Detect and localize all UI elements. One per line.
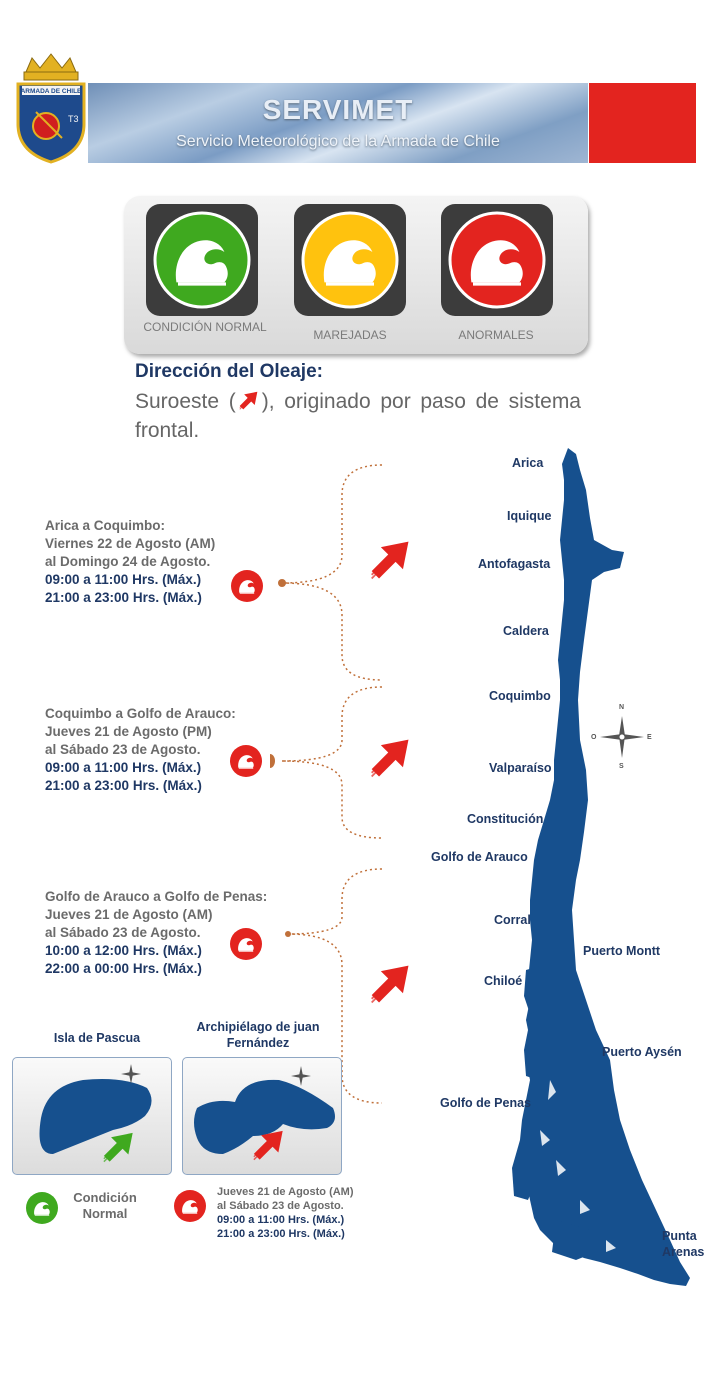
direction-title: Dirección del Oleaje: [135,361,323,382]
region-arauco-penas [45,888,305,978]
region-arrow-1-icon [368,538,414,584]
header-red-block [589,83,696,163]
region-3-hours1: 10:00 a 12:00 Hrs. (Máx.) [45,943,202,958]
chile-map [380,440,720,1320]
city-puerto-montt: Puerto Montt [583,944,661,958]
legend-normal-label: CONDICIÓN NORMAL [143,320,267,334]
jf-line1: Jueves 21 de Agosto (AM) [217,1186,354,1198]
region-3-anormal-icon [229,927,263,961]
city-punta-arenas-1: Punta [662,1229,697,1243]
region-arrow-3-icon [368,962,414,1008]
region-1-anormal-icon [230,569,264,603]
region-3-line2: Jueves 21 de Agosto (AM) [45,907,213,922]
legend-marejadas-tile [294,204,406,316]
city-golfo-de-penas: Golfo de Penas [440,1096,531,1110]
crest-text: ARMADA DE CHILE [20,88,82,95]
direction-arrow-icon [236,390,262,412]
navy-crest-logo [12,52,90,164]
region-3-name: Golfo de Arauco a Golfo de Penas: [45,889,268,904]
region-2-hours2: 21:00 a 23:00 Hrs. (Máx.) [45,778,202,793]
compass-e: E [647,734,652,741]
city-puerto-aysen: Puerto Aysén [602,1045,682,1059]
city-corral: Corral [494,913,531,927]
legend-marejadas-label: MAREJADAS [313,328,387,342]
region-1-line3: al Domingo 24 de Agosto. [45,554,211,569]
legend-anormales-tile [441,204,553,316]
city-antofagasta: Antofagasta [478,557,551,571]
city-coquimbo: Coquimbo [489,689,551,703]
svg-text:T3: T3 [68,114,79,124]
jf-hours2: 21:00 a 23:00 Hrs. (Máx.) [217,1228,345,1240]
jf-hours1: 09:00 a 11:00 Hrs. (Máx.) [217,1214,345,1226]
pascua-normal-icon [25,1191,59,1225]
header-subtitle: Servicio Meteorológico de la Armada de Chile [176,133,500,150]
region-1-name: Arica a Coquimbo: [45,518,166,533]
city-punta-arenas-2: Arenas [662,1245,705,1259]
region-1-line2: Viernes 22 de Agosto (AM) [45,536,216,551]
region-2-line2: Jueves 21 de Agosto (PM) [45,724,212,739]
region-2-anormal-icon [229,744,263,778]
region-1-hours2: 21:00 a 23:00 Hrs. (Máx.) [45,590,202,605]
juan-fernandez-box [182,1057,342,1175]
region-2-hours1: 09:00 a 11:00 Hrs. (Máx.) [45,760,202,775]
legend-anormales-label: ANORMALES [458,328,534,342]
direction-text-before: Suroeste ( [135,390,236,413]
juan-fernandez-info [217,1185,387,1241]
compass-n: N [619,704,625,711]
header-title: SERVIMET [262,94,414,125]
city-valparaiso: Valparaíso [489,761,552,775]
juan-fernandez-title: Archipiélago de juan Fernández [196,1020,320,1050]
region-1-hours1: 09:00 a 11:00 Hrs. (Máx.) [45,572,202,587]
compass-icon [596,708,648,768]
legend-normal-tile [146,204,258,316]
region-2-name: Coquimbo a Golfo de Arauco: [45,706,236,721]
city-chiloe: Chiloé [484,974,523,988]
city-golfo-de-arauco: Golfo de Arauco [431,850,528,864]
direction-text [135,387,581,445]
region-2-line3: al Sábado 23 de Agosto. [45,742,201,757]
city-iquique: Iquique [507,509,552,523]
juan-fernandez-anormal-icon [173,1189,207,1223]
compass-o: O [591,734,597,741]
compass-s: S [619,763,624,770]
jf-line2: al Sábado 23 de Agosto. [217,1200,344,1212]
region-3-hours2: 22:00 a 00:00 Hrs. (Máx.) [45,961,202,976]
region-3-line3: al Sábado 23 de Agosto. [45,925,201,940]
city-constitucion: Constitución [467,812,544,826]
city-arica: Arica [512,456,544,470]
pascua-condition-label: Condición Normal [73,1190,137,1221]
isla-pascua-title: Isla de Pascua [53,1031,141,1045]
region-arrow-2-icon [368,736,414,782]
isla-pascua-box [12,1057,172,1175]
city-caldera: Caldera [503,624,549,638]
direction-text-after: ), originado por paso de sistema frontal. [135,390,581,442]
